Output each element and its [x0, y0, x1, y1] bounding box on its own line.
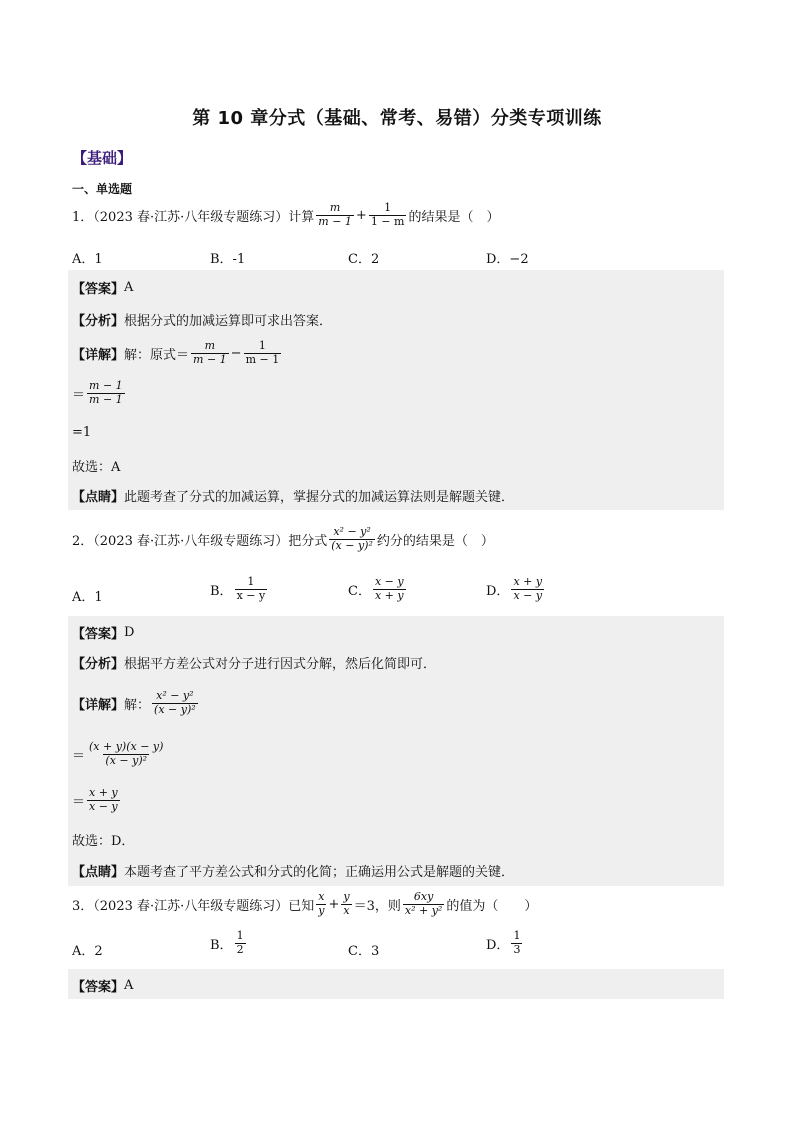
fraction-numerator: m − 1 [89, 379, 123, 392]
step-fraction [87, 741, 165, 767]
fraction-denominator: m − 1 [193, 352, 227, 366]
fraction-numerator: 1 [236, 929, 244, 942]
detail-prefix: 解： [124, 697, 151, 713]
fraction-numerator: m [204, 339, 216, 352]
fraction-numerator: 1 [258, 339, 266, 352]
fraction-numerator: 1 [384, 201, 392, 214]
q1-detail [72, 340, 283, 366]
option-fraction [235, 576, 268, 602]
section-heading: 一、单选题 [72, 182, 133, 196]
fraction-numerator: 6xy [413, 890, 434, 903]
fraction-numerator: x + y [89, 786, 118, 799]
detail-fraction [152, 690, 198, 716]
analysis-label: 【分析】 [72, 314, 125, 329]
fraction-numerator: 1 [247, 575, 255, 588]
q2-analysis [72, 653, 436, 672]
question-3-suffix: 的值为（ ） [446, 898, 538, 914]
document-title: 第 10 章分式（基础、常考、易错）分类专项训练 [192, 108, 602, 129]
q1-comment [72, 486, 514, 505]
fraction-numerator: x² − y² [156, 689, 194, 702]
fraction-denominator: x − y [513, 588, 543, 602]
detail-label: 【详解】 [72, 697, 125, 713]
equals-sign: ＝ [72, 748, 86, 764]
question-2-prefix: 2．（2023 春·江苏·八年级专题练习）把分式 [72, 533, 328, 549]
question-2-fraction [329, 526, 375, 552]
option-fraction [235, 930, 246, 956]
answer-value: A [124, 978, 134, 993]
q1-choice: 故选：A [72, 460, 121, 475]
q3-option-c: C．3 [348, 944, 380, 959]
q2-answer [72, 623, 134, 642]
fraction-denominator: m − 1 [245, 352, 280, 366]
question-3-prefix: 3．（2023 春·江苏·八年级专题练习）已知 [72, 898, 315, 914]
option-label: D． [486, 937, 510, 953]
q1-analysis [72, 310, 332, 329]
q3-option-d [486, 930, 524, 956]
fraction-numerator: x − y [374, 575, 404, 588]
fraction-denominator: x + y [374, 588, 404, 602]
q1-option-d: D．−2 [486, 252, 529, 267]
answer-label: 【答案】 [72, 980, 125, 995]
answer-label: 【答案】 [72, 282, 125, 297]
fraction-numerator: x [318, 890, 325, 903]
question-1-fraction-1 [316, 202, 354, 228]
equals-sign: ＝ [72, 387, 86, 403]
fraction-denominator: x² + y² [404, 903, 443, 917]
comment-text: 此题考查了分式的加减运算，掌握分式的加减运算法则是解题关键． [124, 490, 515, 505]
question-3-fraction-2 [341, 891, 351, 917]
analysis-label: 【分析】 [72, 657, 125, 672]
fraction-denominator: 1 − m [370, 214, 405, 228]
q1-option-b: B．-1 [210, 252, 246, 267]
q2-option-b [210, 576, 269, 602]
q1-solution-box [68, 270, 724, 510]
fraction-denominator: x − y [236, 588, 266, 602]
question-2-suffix: 约分的结果是（ ） [376, 533, 494, 549]
fraction-denominator: 2 [236, 942, 244, 956]
option-label: D． [486, 583, 510, 599]
comment-label: 【点睛】 [72, 865, 125, 880]
comment-label: 【点睛】 [72, 490, 125, 505]
question-1-suffix: 的结果是（ ） [408, 209, 500, 225]
fraction-numerator: x² − y² [333, 525, 371, 538]
q2-detail [72, 690, 200, 716]
q1-step-2: =1 [72, 425, 92, 440]
answer-value: A [124, 280, 134, 295]
q2-comment [72, 861, 514, 880]
fraction-numerator: (x + y)(x − y) [89, 740, 164, 753]
plus-sign: + [355, 207, 367, 223]
option-fraction [511, 930, 522, 956]
fraction-denominator: m − 1 [89, 392, 123, 406]
question-2 [72, 526, 494, 552]
q2-choice: 故选：D． [72, 834, 135, 849]
step-fraction [87, 787, 120, 813]
q3-option-b [210, 930, 248, 956]
answer-value: D [124, 625, 135, 640]
q2-step-1 [72, 741, 167, 767]
fraction-denominator: 3 [513, 942, 521, 956]
fraction-numerator: 1 [513, 929, 521, 942]
option-label: C． [348, 583, 371, 599]
question-1 [72, 202, 499, 228]
q1-option-a: A．1 [72, 252, 103, 267]
answer-label: 【答案】 [72, 627, 125, 642]
q2-option-d [486, 576, 546, 602]
option-label: B． [210, 937, 233, 953]
fraction-numerator: y [343, 890, 350, 903]
question-3-fraction-3 [403, 891, 444, 917]
fraction-denominator: (x − y)² [105, 753, 148, 767]
detail-fraction-2 [244, 340, 282, 366]
fraction-numerator: m [329, 201, 341, 214]
analysis-text: 根据分式的加减运算即可求出答案． [124, 314, 333, 329]
q3-answer [72, 976, 133, 995]
q1-step-1 [72, 380, 127, 406]
detail-prefix: 解：原式＝ [124, 347, 190, 363]
fraction-denominator: (x − y)² [154, 702, 196, 716]
question-3-fraction-1 [316, 891, 326, 917]
section-tag-basic: 【基础】 [72, 149, 133, 167]
minus-sign: − [230, 345, 242, 361]
detail-fraction-1 [191, 340, 229, 366]
detail-label: 【详解】 [72, 347, 125, 363]
step-fraction [87, 380, 125, 406]
q1-answer [72, 278, 133, 297]
q3-option-a: A．2 [72, 944, 103, 959]
fraction-numerator: x + y [513, 575, 543, 588]
q2-option-c [348, 576, 408, 602]
question-1-fraction-2 [369, 202, 407, 228]
q1-option-c: C．2 [348, 252, 380, 267]
q3-solution-box [68, 969, 724, 999]
comment-text: 本题考查了平方差公式和分式的化简；正确运用公式是解题的关键． [124, 865, 515, 880]
question-3 [72, 891, 537, 917]
q2-option-a: A．1 [72, 590, 103, 605]
q2-step-2 [72, 787, 122, 813]
fraction-denominator: x [343, 903, 350, 917]
question-3-mid: ＝3，则 [353, 898, 401, 914]
option-fraction [373, 576, 406, 602]
fraction-denominator: x − y [89, 799, 118, 813]
option-label: B． [210, 583, 233, 599]
equals-sign: ＝ [72, 794, 86, 810]
analysis-text: 根据平方差公式对分子进行因式分解，然后化简即可． [124, 657, 437, 672]
plus-sign: + [328, 896, 340, 912]
option-fraction [511, 576, 544, 602]
fraction-denominator: m − 1 [318, 214, 352, 228]
fraction-denominator: (x − y)² [331, 538, 373, 552]
fraction-denominator: y [318, 903, 325, 917]
question-1-prefix: 1．（2023 春·江苏·八年级专题练习）计算 [72, 209, 315, 225]
